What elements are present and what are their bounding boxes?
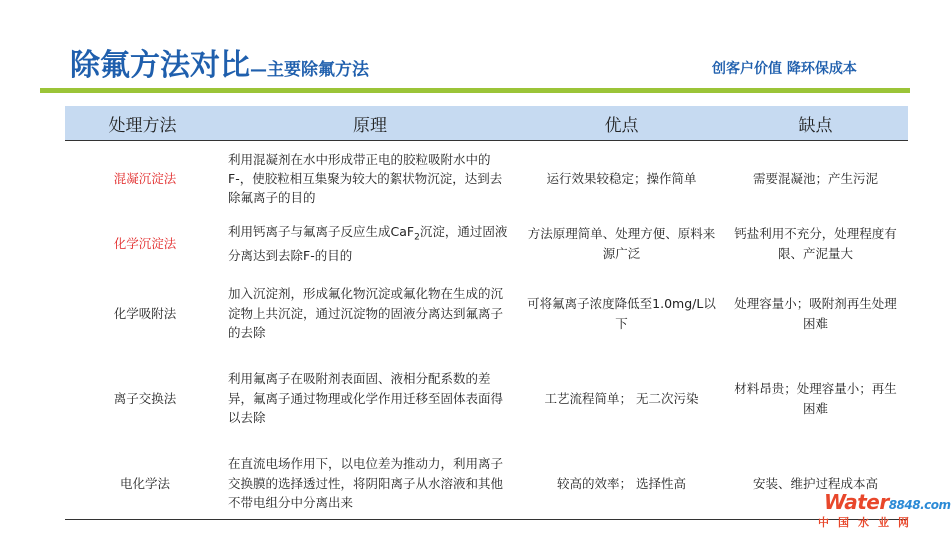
slide-header xyxy=(0,0,952,90)
principle-text: 利用氟离子在吸附剂表面固、液相分配系数的差异，氟离子通过物理或化学作用迁移至固体表面得以去除 xyxy=(228,371,504,426)
method-name: 化学沉淀法 xyxy=(113,235,177,251)
water8848-logo xyxy=(818,490,951,535)
principle-text: 在直流电场作用下，以电位差为推动力，利用离子交换膜的选择透过性，将阴阳离子从水溶液和其他不带电组分中分离出来 xyxy=(228,456,504,511)
cons-text: 材料昂贵；处理容量小；再生困难 xyxy=(734,381,897,416)
table-row xyxy=(65,217,908,271)
cons-text: 需要混凝池；产生污泥 xyxy=(752,171,878,187)
column-header-cons: 缺点 xyxy=(723,106,908,141)
method-name: 化学吸附法 xyxy=(113,305,177,321)
table-row xyxy=(65,271,908,357)
slogan: 创客户价值 降环保成本 xyxy=(712,61,857,77)
header-divider xyxy=(40,88,910,93)
pros-text: 较高的效率； 选择性高 xyxy=(557,475,686,491)
logo-subtitle: 中国水业网 xyxy=(818,516,918,529)
comparison-table xyxy=(65,106,908,527)
page-subtitle: —主要除氟方法 xyxy=(250,60,369,80)
method-name: 电化学法 xyxy=(119,475,170,491)
pros-text: 工艺流程简单； 无二次污染 xyxy=(544,390,699,406)
cons-text: 安装、维护过程成本高 xyxy=(752,475,878,491)
table-header-row xyxy=(65,106,908,141)
pros-text: 可将氟离子浓度降低至1.0mg/L以下 xyxy=(527,296,716,331)
column-header-pros: 优点 xyxy=(520,106,723,141)
cons-text: 钙盐利用不充分，处理程度有限、产泥量大 xyxy=(734,226,897,261)
title-text: 除氟方法对比 xyxy=(70,48,250,83)
method-name: 离子交换法 xyxy=(113,390,177,406)
principle-text: 加入沉淀剂，形成氟化物沉淀或氟化物在生成的沉淀物上共沉淀，通过沉淀物的固液分离达到氟离子的去除 xyxy=(228,286,504,341)
page-title xyxy=(70,40,369,84)
pros-text: 方法原理简单、处理方便、原料来源广泛 xyxy=(527,226,716,261)
table-row xyxy=(65,141,908,217)
logo-wordmark: Water8848.com xyxy=(824,490,951,514)
table-bottom-border xyxy=(65,519,908,520)
principle-text: 利用钙离子与氟离子反应生成CaF$_2$沉淀，通过固液分离达到去除F-的目的 xyxy=(228,224,508,263)
table-row xyxy=(65,441,908,527)
column-header-principle: 原理 xyxy=(220,106,520,141)
principle-text: 利用混凝剂在水中形成带正电的胶粒吸附水中的F-，使胶粒相互集聚为较大的絮状物沉淀，达到去除氟离子的目的 xyxy=(228,151,503,206)
table-row xyxy=(65,357,908,441)
method-name: 混凝沉淀法 xyxy=(113,171,177,187)
cons-text: 处理容量小；吸附剂再生处理困难 xyxy=(734,296,897,331)
pros-text: 运行效果较稳定；操作简单 xyxy=(546,171,697,187)
column-header-method: 处理方法 xyxy=(65,106,220,141)
